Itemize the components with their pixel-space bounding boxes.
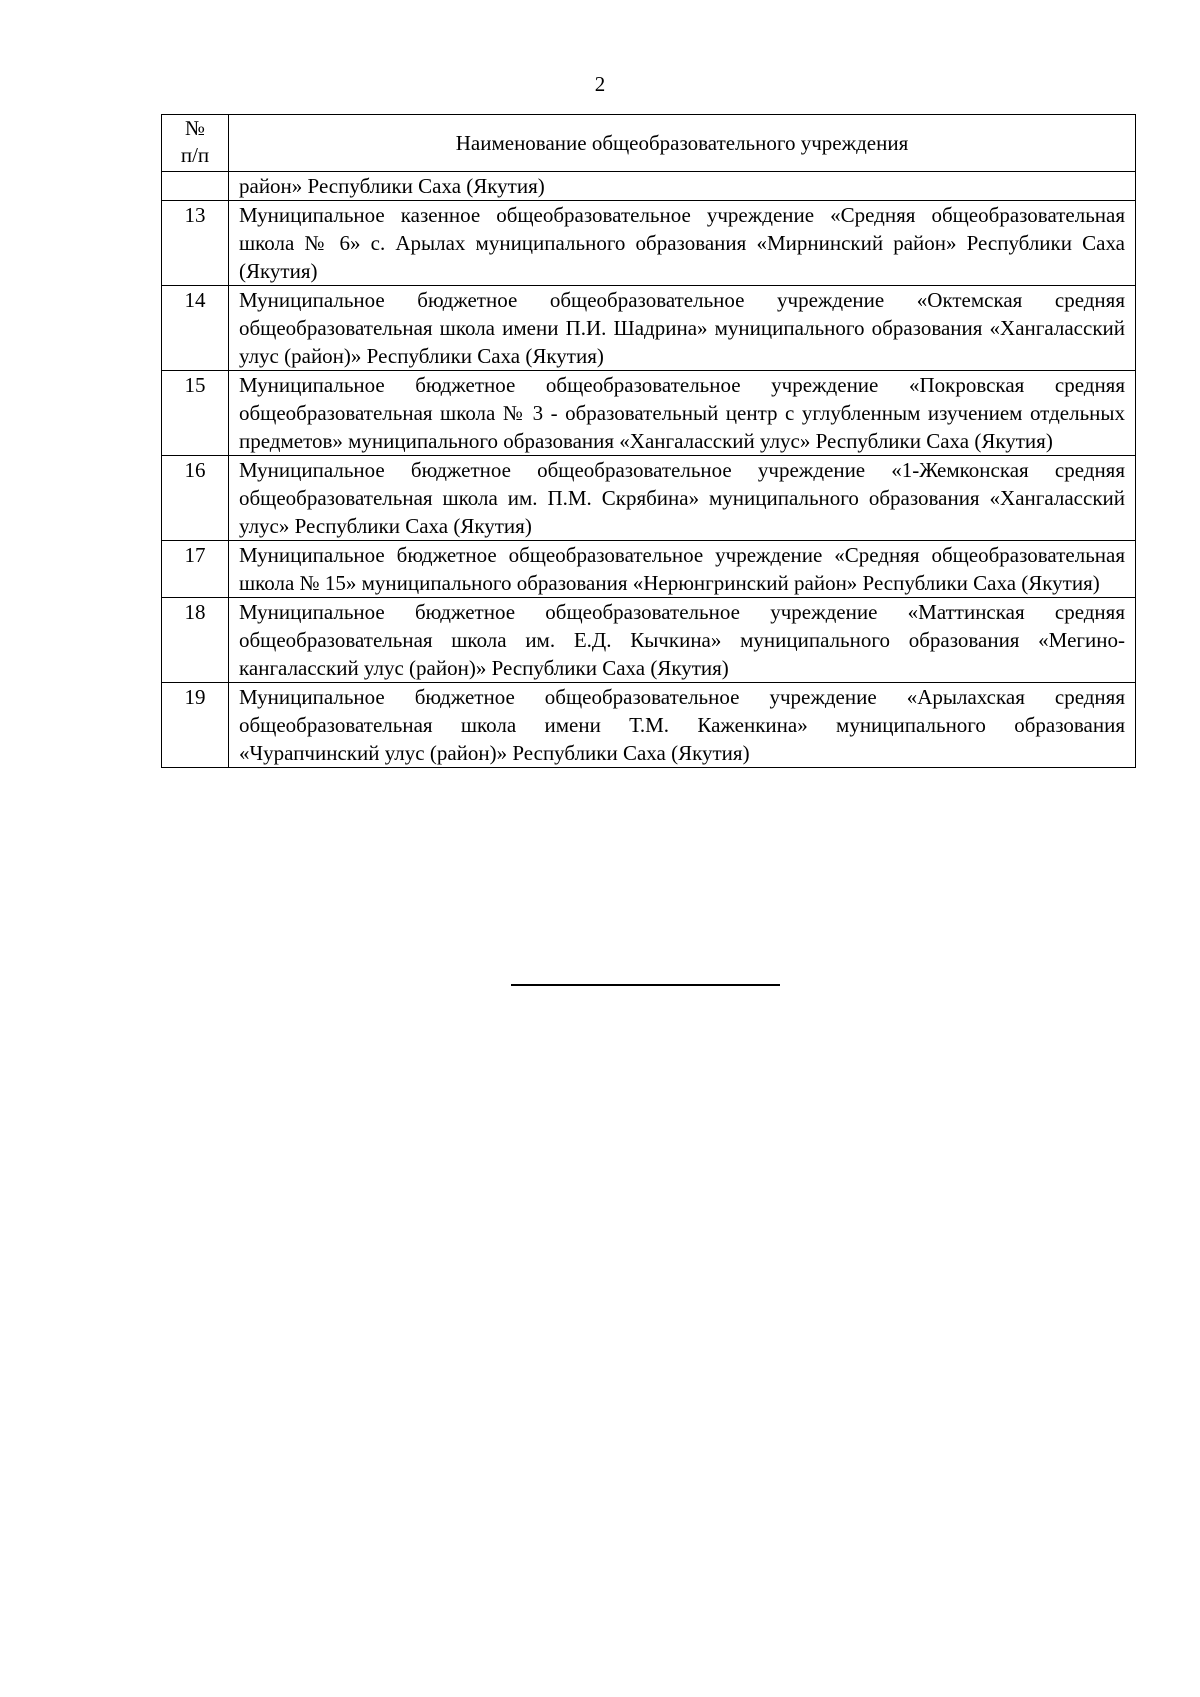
row-number (162, 172, 229, 201)
row-institution-name: Муниципальное бюджетное общеобразовательное учреждение «Маттинская средняя общеобразовательная школа им. Е.Д. Кычкина» муниципального образования «Мегино-кангаласский улус (район)» Республики Саха (Якутия) (229, 598, 1136, 683)
table-row (162, 541, 1136, 598)
row-number: 15 (162, 371, 229, 456)
table-header-row (162, 115, 1136, 172)
row-institution-name: Муниципальное казенное общеобразовательное учреждение «Средняя общеобразовательная школа № 6» с. Арылах муниципального образования «Мирнинский район» Республики Саха (Якутия) (229, 201, 1136, 286)
table-row (162, 683, 1136, 768)
row-institution-name: Муниципальное бюджетное общеобразовательное учреждение «Арылахская средняя общеобразовательная школа имени Т.М. Каженкина» муниципального образования «Чурапчинский улус (район)» Республики Саха (Якутия) (229, 683, 1136, 768)
header-institution-name: Наименование общеобразовательного учреждения (229, 115, 1136, 172)
row-number: 18 (162, 598, 229, 683)
page-number: 2 (594, 72, 606, 96)
schools-table (161, 114, 1136, 768)
table-row (162, 172, 1136, 201)
row-institution-name: район» Республики Саха (Якутия) (229, 172, 1136, 201)
row-number: 16 (162, 456, 229, 541)
header-number (162, 115, 229, 172)
table-row (162, 371, 1136, 456)
header-number-abbr: п/п (180, 143, 210, 167)
row-institution-name: Муниципальное бюджетное общеобразовательное учреждение «Средняя общеобразовательная школа № 15» муниципального образования «Нерюнгринский район» Республики Саха (Якутия) (229, 541, 1136, 598)
header-number-symbol: № (184, 116, 206, 140)
row-institution-name: Муниципальное бюджетное общеобразовательное учреждение «1-Жемконская средняя общеобразовательная школа им. П.М. Скрябина» муниципального образования «Хангаласский улус» Республики Саха (Якутия) (229, 456, 1136, 541)
table-row (162, 456, 1136, 541)
table-row (162, 286, 1136, 371)
row-number: 17 (162, 541, 229, 598)
row-number: 13 (162, 201, 229, 286)
table-row (162, 201, 1136, 286)
row-institution-name: Муниципальное бюджетное общеобразовательное учреждение «Покровская средняя общеобразовательная школа № 3 - образовательный центр с углубленным изучением отдельных предметов» муниципального образования «Хангаласский улус» Республики Саха (Якутия) (229, 371, 1136, 456)
row-number: 14 (162, 286, 229, 371)
table-row (162, 598, 1136, 683)
row-number: 19 (162, 683, 229, 768)
closing-divider (511, 984, 780, 986)
row-institution-name: Муниципальное бюджетное общеобразовательное учреждение «Октемская средняя общеобразовательная школа имени П.И. Шадрина» муниципального образования «Хангаласский улус (район)» Республики Саха (Якутия) (229, 286, 1136, 371)
